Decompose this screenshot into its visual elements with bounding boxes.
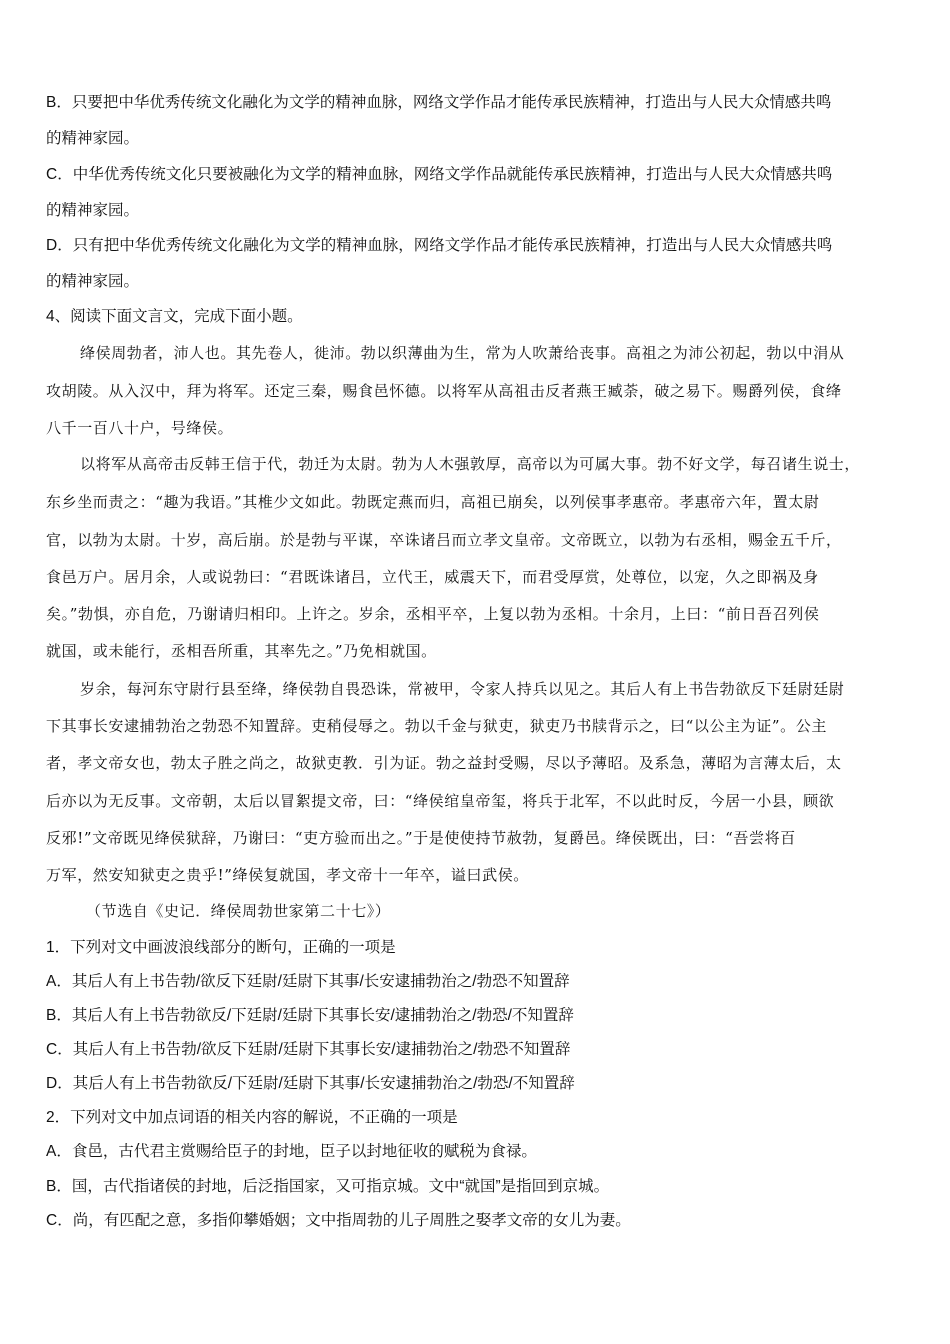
text-line: 万军，然安知狱吏之贵乎!”绛侯复就国，孝文帝十一年卒，谥曰武侯。: [46, 867, 529, 884]
text-line: 者，孝文帝女也，勃太子胜之尚之，故狱吏教．引为证。勃之益封受赐，尽以予薄昭。及系急，薄昭为言薄太后，太: [46, 755, 842, 772]
text-line: 就国，或未能行，丞相吾所重，其率先之。”乃免相就国。: [46, 643, 437, 660]
text-line: B．国，古代指诸侯的封地，后泛指国家，又可指京城。文中“就国”是指回到京城。: [46, 1178, 610, 1195]
text-line: 八千一百八十户，号绛侯。: [46, 420, 234, 437]
text-line: B．只要把中华优秀传统文化融化为文学的精神血脉，网络文学作品才能传承民族精神，打造出与人民大众情感共鸣: [46, 94, 832, 111]
text-line: 岁余，每河东守尉行县至绛，绛侯勃自畏恐诛，常被甲，令家人持兵以见之。其后人有上书告勃欲反下廷尉廷尉: [80, 681, 845, 698]
text-line: A．其后人有上书告勃/欲反下廷尉/廷尉下其事/长安逮捕勃治之/勃恐不知置辞: [46, 973, 570, 990]
text-line: D．只有把中华优秀传统文化融化为文学的精神血脉，网络文学作品才能传承民族精神，打造出与人民大众情感共鸣: [46, 237, 833, 254]
text-line: 矣。”勃惧，亦自危，乃谢请归相印。上许之。岁余，丞相平卒，上复以勃为丞相。十余月，上曰：“前日吾召列侯: [46, 606, 820, 623]
text-line: 2．下列对文中加点词语的相关内容的解说，不正确的一项是: [46, 1109, 458, 1126]
text-line: 4、阅读下面文言文，完成下面小题。: [46, 308, 303, 325]
text-line: 攻胡陵。从入汉中，拜为将军。还定三秦，赐食邑怀德。以将军从高祖击反者燕王臧荼，破之易下。赐爵列侯，食绛: [46, 383, 842, 400]
text-line: 反邪!”文帝既见绛侯狱辞，乃谢曰：“吏方验而出之。”于是使使持节赦勃，复爵邑。绛侯既出，曰：“吾尝将百: [46, 830, 796, 847]
text-line: （节选自《史记．绛侯周勃世家第二十七》）: [86, 903, 391, 920]
text-line: 下其事长安逮捕勃治之勃恐不知置辞。吏稍侵辱之。勃以千金与狱吏，狱吏乃书牍背示之，曰“以公主为证”。公主: [46, 718, 827, 735]
text-line: 后亦以为无反事。文帝朝，太后以冒絮提文帝，曰：“绛侯绾皇帝玺，将兵于北军，不以此时反，今居一小县，顾欲: [46, 793, 835, 810]
text-line: 食邑万户。居月余，人或说勃曰：“君既诛诸吕，立代王，威震天下，而君受厚赏，处尊位，以宠，久之即祸及身: [46, 569, 819, 586]
text-line: 1．下列对文中画波浪线部分的断句，正确的一项是: [46, 939, 396, 956]
text-line: C．中华优秀传统文化只要被融化为文学的精神血脉，网络文学作品就能传承民族精神，打造出与人民大众情感共鸣: [46, 166, 833, 183]
text-line: D．其后人有上书告勃欲反/下廷尉/廷尉下其事/长安逮捕勃治之/勃恐/不知置辞: [46, 1075, 575, 1092]
text-line: 绛侯周勃者，沛人也。其先卷人，徙沛。勃以织薄曲为生，常为人吹萧给丧事。高祖之为沛公初起，勃以中涓从: [80, 345, 845, 362]
text-line: 以将军从高帝击反韩王信于代，勃迁为太尉。勃为人木强敦厚，高帝以为可属大事。勃不好文学，每召诸生说士，: [80, 456, 861, 473]
text-line: C．尚，有匹配之意，多指仰攀婚姻；文中指周勃的儿子周胜之娶孝文帝的女儿为妻。: [46, 1212, 631, 1229]
text-line: 官，以勃为太尉。十岁，高后崩。於是勃与平谋，卒诛诸吕而立孝文皇帝。文帝既立，以勃为右丞相，赐金五千斤，: [46, 532, 842, 549]
text-line: B．其后人有上书告勃欲反/下廷尉/廷尉下其事长安/逮捕勃治之/勃恐/不知置辞: [46, 1007, 574, 1024]
text-line: 的精神家园。: [46, 130, 140, 147]
text-line: 的精神家园。: [46, 273, 140, 290]
text-line: C．其后人有上书告勃/欲反下廷尉/廷尉下其事长安/逮捕勃治之/勃恐不知置辞: [46, 1041, 571, 1058]
text-line: A．食邑，古代君主赏赐给臣子的封地，臣子以封地征收的赋税为食禄。: [46, 1143, 537, 1160]
text-line: 东乡坐而责之：“趣为我语。”其椎少文如此。勃既定燕而归，高祖已崩矣，以列侯事孝惠帝。孝惠帝六年，置太尉: [46, 494, 820, 511]
text-line: 的精神家园。: [46, 202, 140, 219]
